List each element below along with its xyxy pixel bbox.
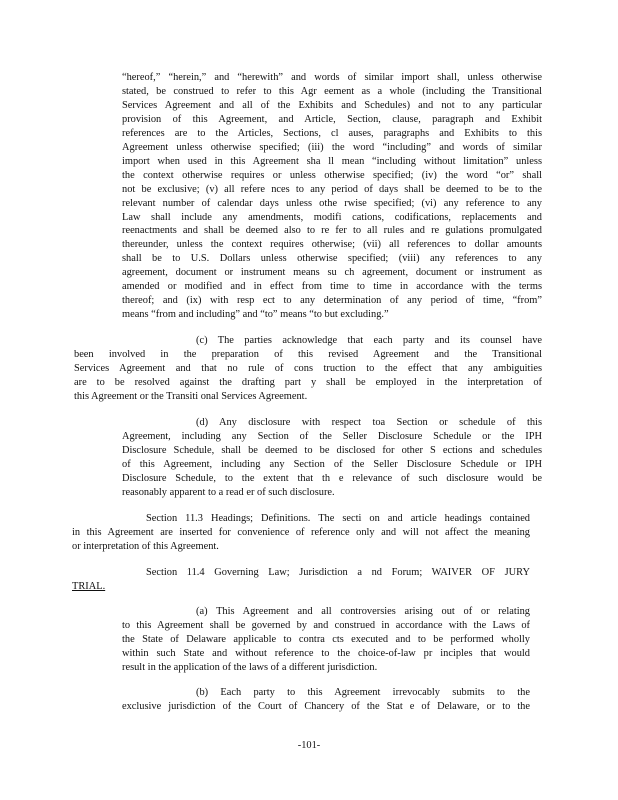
text-line: (c) The parties acknowledge that each party and its counsel have [196,335,542,346]
text-line: to this Agreement shall be governed by and construed in accordance with the Laws of [122,619,530,631]
text-line: import when used in this Agreement sha ll mean “including without limitation” unless [122,155,542,167]
text-line: thereunder, unless the context requires otherwise; (vii) all references to dollar amounts [122,239,542,251]
text-line: “hereof,” “herein,” and “herewith” and words of similar import shall, unless otherwise [122,72,542,83]
text-line: reenactments and shall be deemed also to re fer to all rules and re gulations promulgated [122,225,542,237]
paragraph-section-11-2-d [122,416,542,500]
text-line: Disclosure Schedule, to the extent that th e relevance of such disclosure would be [122,472,542,484]
text-line: or interpretation of this Agreement. [72,540,219,552]
text-line: (d) Any disclosure with respect toa Section or schedule of this [196,417,542,428]
text-line: Services Agreement and all of the Exhibits and Schedules) and not to any particular [122,99,542,111]
heading-section-11-4 [72,566,530,594]
text-line: references are to the Articles, Sections, cl auses, paragraphs and Exhibits to this [122,127,542,139]
paragraph-definitions-continued [122,71,542,322]
paragraph-section-11-3 [72,512,530,554]
text-line: Section 11.3 Headings; Definitions. The secti on and article headings contained [146,513,530,524]
text-line: this Agreement or the Transiti onal Services Agreement. [74,390,308,402]
text-line: thereof; and (ix) with resp ect to any determination of any period of time, “from” [122,295,542,307]
text-line: result in the application of the laws of a different jurisdiction. [122,661,378,673]
text-line: (a) This Agreement and all controversies arising out of or relating [196,606,530,617]
text-line: are to be resolved against the drafting part y shall be employed in the interpretation of [74,376,542,388]
text-line: Services Agreement and that no rule of cons truction to the effect that any ambiguities [74,362,542,374]
text-line: of this Agreement, including any Section of the Seller Disclosure Schedule or IPH [122,458,542,470]
text-line: (b) Each party to this Agreement irrevocably submits to the [196,687,530,698]
paragraph-section-11-4-a [122,605,530,675]
text-line: relevant number of calendar days unless othe rwise specified; (vi) any reference to any [122,197,542,209]
text-line: been involved in the preparation of this revised Agreement and the Transitional [74,348,542,360]
text-line: stated, be construed to refer to this Agr eement as a whole (including the Transitional [122,85,542,97]
text-line: exclusive jurisdiction of the Court of Chancery of the Stat e of Delaware, or to the [122,700,530,712]
text-line: the context otherwise requires or unless otherwise specified; (iv) the word “or” shall [122,169,542,181]
text-line: TRIAL. [72,580,106,592]
page-number: -101- [297,740,321,751]
text-line: Law shall include any amendments, modifi cations, codifications, replacements and [122,211,542,223]
text-line: provision of this Agreement, and Article, Section, clause, paragraph and Exhibit [122,113,542,125]
text-line: Disclosure Schedule, shall be deemed to be disclosed for other S ections and schedules [122,444,542,456]
text-line: reasonably apparent to a read er of such disclosure. [122,486,335,498]
text-line: shall be to U.S. Dollars unless otherwise specified; (viii) any references to any [122,253,542,265]
text-line: Agreement unless otherwise specified; (iii) the word “including” and words of similar [122,141,542,153]
text-line: Section 11.4 Governing Law; Jurisdiction a nd Forum; WAIVER OF JURY [146,567,530,578]
text-line: agreement, document or instrument means su ch agreement, document or instrument as [122,267,542,279]
text-line: means “from and including” and “to” means “to but excluding.” [122,309,389,321]
text-line: the State of Delaware applicable to contra cts executed and to be performed wholly [122,633,530,645]
text-line: in this Agreement are inserted for convenience of reference only and will not affect the meaning [72,526,530,538]
text-line: not be exclusive; (v) all refere nces to any period of days shall be deemed to be to the [122,183,542,195]
text-line: Agreement, including any Section of the Seller Disclosure Schedule or the IPH [122,430,542,442]
paragraph-section-11-2-c [74,334,542,404]
paragraph-section-11-4-b [122,686,530,714]
text-line: within such State and without reference to the choice-of-law pr inciples that would [122,647,530,659]
text-line: amended or modified and in effect from time to time in accordance with the terms [122,281,542,293]
